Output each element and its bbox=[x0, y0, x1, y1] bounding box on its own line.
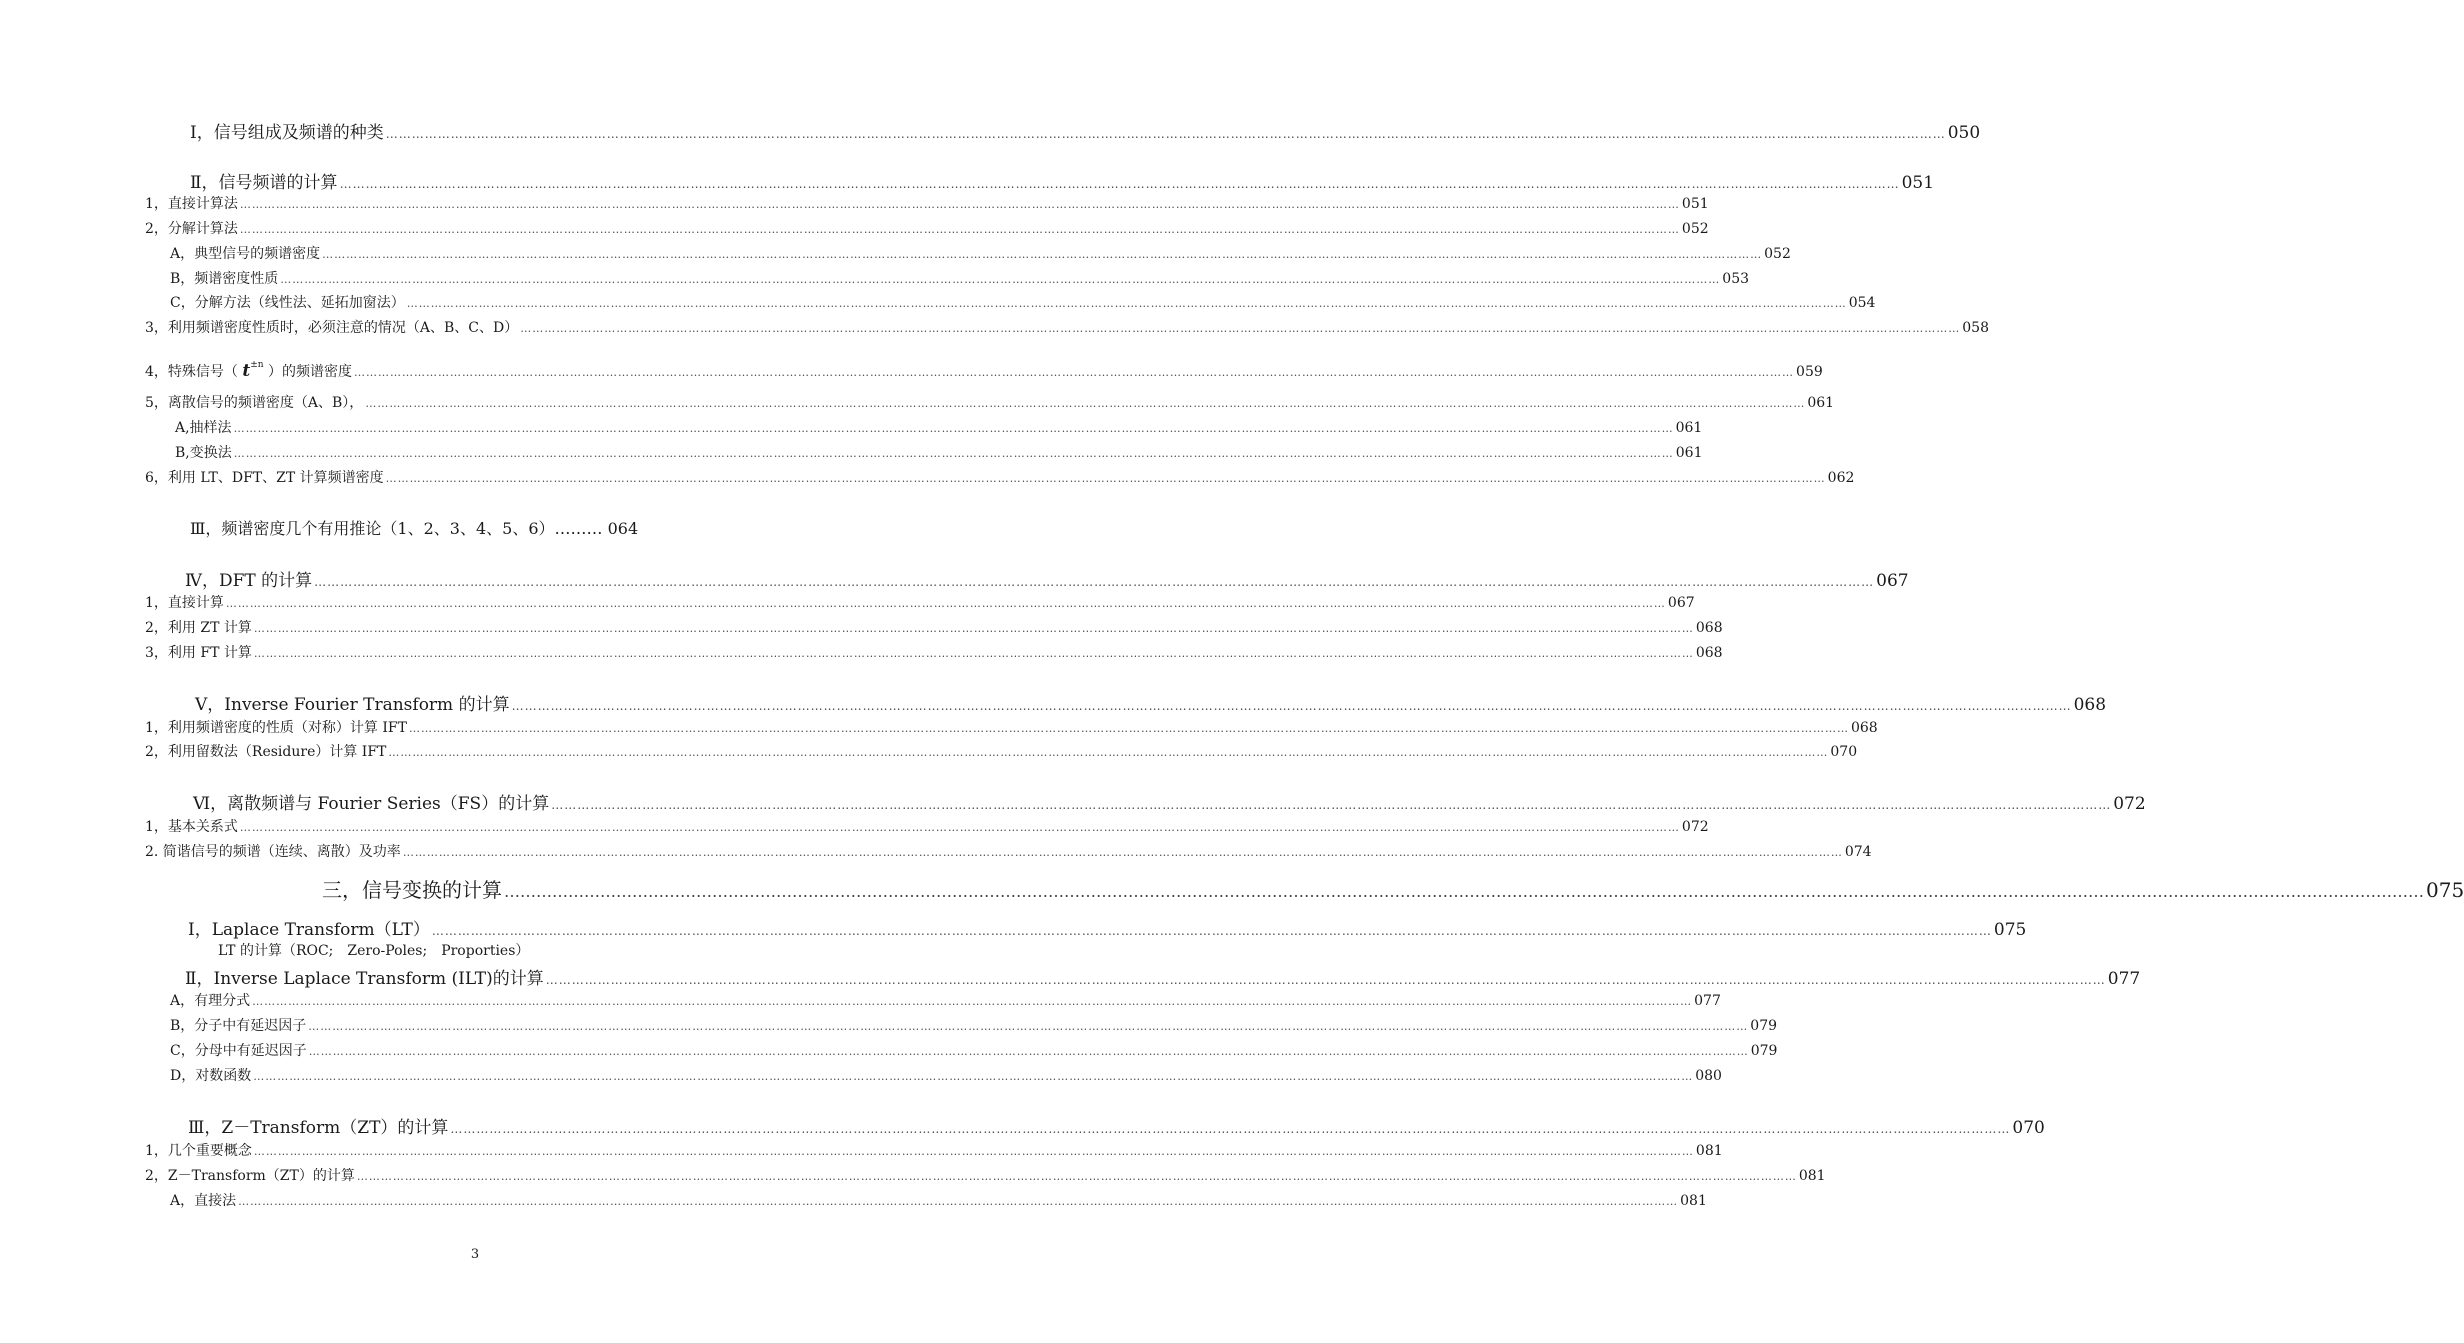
toc-page-number: 067 bbox=[1876, 571, 1909, 591]
page-number: 3 bbox=[470, 1247, 480, 1262]
toc-entry-label: A，典型信号的频谱密度 bbox=[170, 246, 321, 262]
toc-entry bbox=[170, 268, 1750, 288]
toc-page-number: 074 bbox=[1844, 844, 1872, 860]
toc-entry-label: C，分母中有延迟因子 bbox=[170, 1043, 307, 1059]
toc-page-number: 052 bbox=[1764, 246, 1791, 262]
dot-leader: ……………………………………………………………………………………………………………………………………………………………………………………………………………………………………………………………………………………………………………………………… bbox=[253, 1070, 1694, 1083]
toc-entry-label: 6，利用 LT、DFT、ZT 计算频谱密度 bbox=[145, 470, 384, 486]
toc-entry bbox=[145, 193, 1709, 213]
toc-page-number: 075 bbox=[2426, 878, 2464, 902]
toc-chapter bbox=[322, 874, 2464, 903]
toc-entry-label: 1，直接计算法 bbox=[145, 196, 238, 212]
toc-heading bbox=[185, 964, 2141, 989]
toc-entry bbox=[170, 1190, 1707, 1210]
toc-page-number: 079 bbox=[1750, 1018, 1778, 1034]
dot-leader: ……………………………………………………………………………………………………………………………………………………………………………………………………………………………………………………………………………………………………………………………… bbox=[322, 248, 1763, 261]
toc-entry-special-signal bbox=[145, 360, 1823, 381]
toc-heading bbox=[193, 789, 2146, 814]
toc-page-number: 068 bbox=[2073, 695, 2107, 715]
dot-leader: ……………………………………………………………………………………………………………………………………………………………………………………………………………………………………………………………………………………………………………………………… bbox=[545, 973, 2106, 987]
toc-page-number: 070 bbox=[2012, 1118, 2045, 1138]
toc-entry bbox=[145, 1140, 1723, 1160]
toc-page-number: 072 bbox=[2113, 794, 2146, 814]
toc-page-number: 052 bbox=[1681, 221, 1709, 237]
dot-leader: ……………………………………………………………………………………………………………………………………………………………………………………………………………………………………………………………………………………………………………………………… bbox=[253, 647, 1694, 660]
toc-entry-label: A,抽样法 bbox=[175, 420, 232, 436]
toc-entry-label: 1，基本关系式 bbox=[145, 819, 238, 835]
dot-leader: ……………………………………………………………………………………………………………………………………………………………………………………………………………………………………………………………………………………………………………………………… bbox=[408, 722, 1849, 735]
toc-page-number: 081 bbox=[1680, 1193, 1707, 1209]
dot-leader: ……………………………………………………………………………………………………………………………………………………………………………………………………………………………………………………………………………………………………………………………… bbox=[233, 422, 1674, 435]
toc-entry bbox=[145, 592, 1695, 612]
toc-entry bbox=[170, 243, 1791, 263]
toc-entry-label: 5，离散信号的频谱密度（A、B）， bbox=[145, 395, 364, 411]
toc-entry-label: B,变换法 bbox=[175, 445, 232, 461]
toc-entry-label: 三，信号变换的计算 bbox=[322, 878, 502, 902]
toc-entry bbox=[145, 741, 1858, 761]
toc-page-number: 079 bbox=[1750, 1043, 1778, 1059]
toc-page-number: 061 bbox=[1807, 395, 1835, 411]
toc-entry bbox=[145, 642, 1723, 662]
dot-leader: ……………………………………………………………………………………………………………………………………………………………………………………………………………………………………………………………………………………………………………………………… bbox=[354, 366, 1795, 379]
toc-heading bbox=[185, 566, 1909, 591]
toc-entry-label: 2，利用留数法（Residure）计算 IFT bbox=[145, 744, 387, 760]
dot-leader: ……………………………………………………………………………………………………………………………………………………………………………………………………………………………………………………………………………………………………………………………… bbox=[233, 447, 1674, 460]
toc-entry bbox=[145, 392, 1835, 412]
dot-leader: ……………………………………………………………………………………………………………………………………………………………………………………………………………………………………………………………………………………………………………………………… bbox=[339, 177, 1900, 191]
dot-leader: ……………………………………………………………………………………………………………………………………………………………………………………………………………………………………………………………………………………………………………………………… bbox=[225, 597, 1666, 610]
dot-leader: ……………………………………………………………………………………………………………………………………………………………………………………………………………………………………………………………………………………………………………………………… bbox=[239, 223, 1680, 236]
dot-leader: ……………………………………………………………………………………………………………………………………………………………………………………………………………………………………………………………………………………………………………………………… bbox=[238, 1195, 1679, 1208]
toc-page-number: 061 bbox=[1675, 445, 1703, 461]
toc-entry-label: Ⅰ，信号组成及频谱的种类 bbox=[190, 123, 384, 143]
toc-page-number: 062 bbox=[1827, 470, 1855, 486]
toc-entry-label: A，有理分式 bbox=[170, 993, 251, 1009]
dot-leader: ……………………………………………………………………………………………………………………………………………………………………………………………………………………………………………………………………………………………………………………………… bbox=[356, 1170, 1797, 1183]
dot-leader: ……………………………………………………………………………………………………………………………………………………………………………………………………………………………………………………………………………………………………………………………… bbox=[280, 273, 1721, 286]
toc-page-number: 081 bbox=[1798, 1168, 1826, 1184]
toc-subline-lt: LT 的计算（ROC; Zero-Poles; Proporties） bbox=[218, 943, 530, 959]
dot-leader: ……………………………………………………………………………………………………………………………………………………………………………………………………………………………………………………………………………………………………………………………… bbox=[551, 798, 2112, 812]
toc-page-number: 058 bbox=[1962, 320, 1989, 336]
dot-leader: ……………………………………………………………………………………………………………………………………………………………………………………………………………………………………………………………………………………………………………………………… bbox=[406, 297, 1847, 310]
toc-entry bbox=[145, 617, 1723, 637]
toc-page-number: 080 bbox=[1695, 1068, 1722, 1084]
dot-leader: ……………………………………………………………………………………………………………………………………………………………………………………………………………………………………………………………………………………………………………………………… bbox=[252, 995, 1693, 1008]
toc-entry-label: 2，分解计算法 bbox=[145, 221, 238, 237]
toc-entry-label: Ⅴ，Inverse Fourier Transform 的计算 bbox=[195, 695, 510, 715]
dot-leader: ……………………………………………………………………………………………………………………………………………………………………………………………………………………………………………………………………………………………………………………………… bbox=[431, 924, 1992, 938]
toc-page-number: 051 bbox=[1901, 173, 1935, 193]
toc-entry-label: C，分解方法（线性法、延拓加窗法） bbox=[170, 295, 405, 311]
toc-page-number: 059 bbox=[1796, 364, 1823, 380]
toc-entry bbox=[170, 1040, 1778, 1060]
toc-entry bbox=[175, 442, 1703, 462]
toc-entry-label: 1，利用频谱密度的性质（对称）计算 IFT bbox=[145, 720, 407, 736]
toc-page-number: 067 bbox=[1667, 595, 1695, 611]
toc-page-number: 072 bbox=[1681, 819, 1709, 835]
toc-heading bbox=[190, 118, 1981, 143]
dot-leader: ……………………………………………………………………………………………………………………………………………………………………………………………………………………………………………………………………………………………………………………………… bbox=[308, 1020, 1749, 1033]
toc-entry-label: B，频谱密度性质 bbox=[170, 271, 279, 287]
dot-leader: ……………………………………………………………………………………………………………………………………………………………………………………………………………………………………………………………………………………………………………………………… bbox=[520, 322, 1961, 335]
toc-page-number: 068 bbox=[1850, 720, 1878, 736]
toc-entry-label: Ⅱ，信号频谱的计算 bbox=[190, 173, 338, 193]
toc-entry-label: Ⅰ，Laplace Transform（LT） bbox=[188, 920, 430, 940]
toc-heading bbox=[188, 1113, 2045, 1138]
toc-entry bbox=[170, 990, 1721, 1010]
toc-heading bbox=[190, 168, 1935, 193]
dot-leader: ……………………………………………………………………………………………………………………………………………………………………………………………………………………………………………………………………………………………………………………………… bbox=[511, 699, 2072, 713]
toc-page-number: 075 bbox=[1993, 920, 2027, 940]
toc-page-number: 070 bbox=[1830, 744, 1858, 760]
toc-entry-label: Ⅱ，Inverse Laplace Transform (ILT)的计算 bbox=[185, 969, 544, 989]
toc-entry-label: 1，几个重要概念 bbox=[145, 1143, 252, 1159]
toc-page-number: 051 bbox=[1681, 196, 1709, 212]
toc-entry-label: D，对数函数 bbox=[170, 1068, 252, 1084]
toc-entry bbox=[145, 841, 1872, 861]
dot-leader: ……………………………………………………………………………………………………………………………………………………………………………………………………………………………………………………………………………………………………………………………… bbox=[239, 821, 1680, 834]
dot-leader: ……………………………………………………………………………………………………………………………………………………………………………………………………………………………………………………………………………………………………………………………… bbox=[314, 575, 1875, 589]
toc-page-number: 053 bbox=[1722, 271, 1750, 287]
toc-heading bbox=[195, 690, 2107, 715]
toc-entry-label: 1，直接计算 bbox=[145, 595, 224, 611]
toc-entry bbox=[145, 816, 1709, 836]
toc-heading bbox=[188, 915, 2027, 940]
toc-entry bbox=[170, 1015, 1778, 1035]
toc-page-number: 077 bbox=[2107, 969, 2141, 989]
toc-page-number: 068 bbox=[1695, 645, 1723, 661]
toc-heading-iii: Ⅲ，频谱密度几个有用推论（1、2、3、4、5、6）……… 064 bbox=[190, 519, 639, 538]
toc-page-number: 061 bbox=[1675, 420, 1703, 436]
toc-entry bbox=[145, 317, 1989, 337]
toc-entry-label: Ⅵ，离散频谱与 Fourier Series（FS）的计算 bbox=[193, 794, 550, 814]
dot-leader: ……………………………………………………………………………………………………………………………………………………………………………………………………………………………………………………………………………………………………………………………… bbox=[388, 746, 1829, 759]
toc-entry-label: Ⅳ，DFT 的计算 bbox=[185, 571, 313, 591]
toc-entry-label: B，分子中有延迟因子 bbox=[170, 1018, 307, 1034]
dot-leader: ……………………………………………………………………………………………………………………………………………………………………………………………………………………………………………………………………………………………………………………………… bbox=[239, 198, 1680, 211]
dot-leader: ……………………………………………………………………………………………………………………………………………………………………………………………………………………………………………………………………………………………………………………………… bbox=[253, 622, 1694, 635]
dot-leader: ……………………………………………………………………………………………………………………………………………………………………………………………………………………………………………………………………………………………………………………………… bbox=[450, 1122, 2011, 1136]
toc-entry-label: 2. 简谐信号的频谱（连续、离散）及功率 bbox=[145, 844, 401, 860]
toc-entry bbox=[145, 467, 1855, 487]
dot-leader: ……………………………………………………………………………………………………………………………………………………………………………………………………………………………………………………………………………………………………………………………… bbox=[365, 397, 1806, 410]
toc-entry-label: 2，Z－Transform（ZT）的计算 bbox=[145, 1168, 355, 1184]
toc-entry bbox=[145, 218, 1709, 238]
toc-entry bbox=[170, 292, 1876, 312]
dot-leader: ……………………………………………………………………………………………………………………………………………………………………………………………………………………………………………………………………………………………………………………………… bbox=[385, 472, 1826, 485]
toc-page-number: 081 bbox=[1695, 1143, 1723, 1159]
dot-leader: ……………………………………………………………………………………………………………………………………………………………………………………………………………………………………………………………………………………………………………………………… bbox=[253, 1145, 1694, 1158]
toc-entry-label: 2，利用 ZT 计算 bbox=[145, 620, 252, 636]
toc-entry-label: 3，利用 FT 计算 bbox=[145, 645, 252, 661]
toc-entry bbox=[145, 1165, 1826, 1185]
toc-page-number: 050 bbox=[1947, 123, 1981, 143]
toc-page-number: 068 bbox=[1695, 620, 1723, 636]
toc-entry bbox=[145, 717, 1878, 737]
toc-entry-label: 4，特殊信号（ $t^{\pm n}$ ）的频谱密度 bbox=[145, 360, 353, 381]
dot-leader: ……………………………………………………………………………………………………………………………………………………………………………………………………………………………………………………………………………………………………………………………… bbox=[308, 1045, 1749, 1058]
toc-entry-label: 3，利用频谱密度性质时，必须注意的情况（A、B、C、D） bbox=[145, 320, 519, 336]
toc-entry-label: Ⅲ，Z－Transform（ZT）的计算 bbox=[188, 1118, 449, 1138]
toc-entry bbox=[175, 417, 1703, 437]
dot-leader: ……………………………………………………………………………………………………………………………………………………………………………………………………………………………………………………………………………………………………………………………… bbox=[504, 882, 2424, 901]
toc-entry-label: A，直接法 bbox=[170, 1193, 237, 1209]
toc-entry bbox=[170, 1065, 1722, 1085]
toc-page-number: 077 bbox=[1694, 993, 1721, 1009]
dot-leader: ……………………………………………………………………………………………………………………………………………………………………………………………………………………………………………………………………………………………………………………………… bbox=[385, 127, 1946, 141]
dot-leader: ……………………………………………………………………………………………………………………………………………………………………………………………………………………………………………………………………………………………………………………………… bbox=[402, 846, 1843, 859]
toc-page-number: 054 bbox=[1848, 295, 1876, 311]
